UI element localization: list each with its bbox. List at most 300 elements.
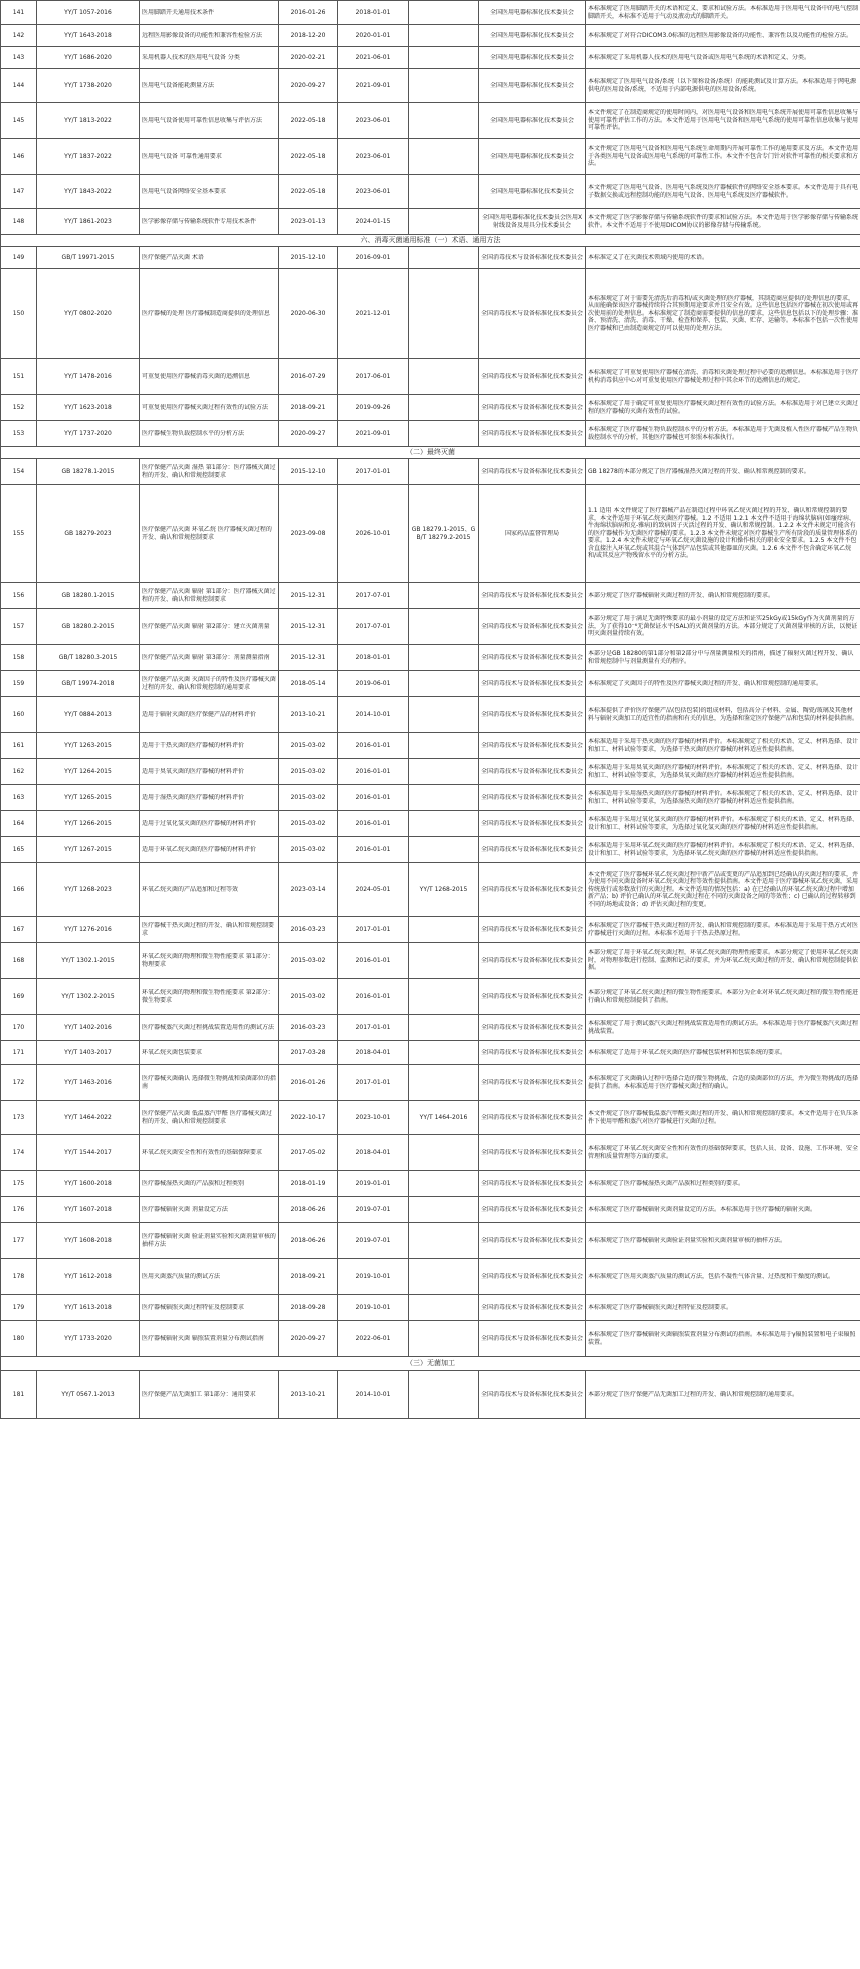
release-date-cell (279, 1101, 338, 1135)
standard-name-cell-text: 医用脚踏开关通用技术条件 (142, 8, 215, 16)
table-row (1, 69, 860, 103)
release-date-cell (279, 175, 338, 209)
committee-cell (479, 1295, 586, 1321)
replaced-standard-cell (409, 103, 479, 139)
replaced-standard-cell (409, 1065, 479, 1101)
scope-cell-text: 本部分是GB 18280的第1部分和第2部分中与剂量测量相关的指南，描述了辐射灭菌过程开发、确认和常规控制中与剂量测量有关的程序。 (588, 650, 854, 665)
committee-cell-text: 全国医用电器标准化技术委员会 (489, 31, 574, 39)
section-header-row (1, 1357, 860, 1371)
scope-cell-text: 本标准规定了医疗器械干热灭菌过程的开发、确认和常规控制的要求。本标准适用于采用干热方式对医疗器械进行灭菌的过程。本标准不适用于干热去热原过程。 (588, 922, 858, 937)
standard-code-cell (37, 645, 140, 671)
standard-name-cell-text: 医疗器械湿热灭菌的产品族和过程类别 (142, 1179, 245, 1187)
row-number-cell-text: 156 (12, 591, 25, 599)
implement-date-cell (338, 209, 409, 235)
scope-cell-text: 本标准适用于采用干热灭菌的医疗器械的材料评价。本标准规定了相关的术语、定义、材料选择、设计和加工、材料试验等要求，为选择干热灭菌的医疗器械的材料适应性提供指南。 (588, 738, 858, 753)
implement-date-cell-text: 2019-09-26 (355, 403, 391, 411)
standard-code-cell-text: GB/T 18280.3-2015 (58, 653, 118, 661)
committee-cell-text: 全国消毒技术与设备标准化技术委员会 (481, 1303, 583, 1311)
standard-name-cell (140, 1041, 279, 1065)
implement-date-cell-text: 2024-01-15 (355, 217, 391, 225)
committee-cell-text: 全国医用电器标准化技术委员会 (489, 187, 574, 195)
scope-cell (586, 459, 860, 485)
implement-date-cell-text: 2022-06-01 (355, 1334, 391, 1342)
replaced-standard-cell (409, 1171, 479, 1197)
table-row (1, 103, 860, 139)
standard-name-cell-text: 适用于干热灭菌的医疗器械的材料评价 (142, 741, 245, 749)
standard-name-cell (140, 1371, 279, 1419)
committee-cell-text: 全国消毒技术与设备标准化技术委员会 (481, 819, 583, 827)
row-number-cell-text: 143 (12, 53, 25, 61)
committee-cell-text: 全国消毒技术与设备标准化技术委员会 (481, 1148, 583, 1156)
implement-date-cell-text: 2016-01-01 (355, 793, 391, 801)
standard-name-cell-text: 医疗器械的处理 医疗器械制造商提供的处理信息 (142, 309, 270, 317)
row-number-cell (1, 1371, 37, 1419)
standard-code-cell (37, 917, 140, 943)
implement-date-cell-text: 2018-04-01 (355, 1148, 391, 1156)
implement-date-cell-text: 2019-10-01 (355, 1303, 391, 1311)
row-number-cell (1, 209, 37, 235)
table-row (1, 1259, 860, 1295)
implement-date-cell (338, 1223, 409, 1259)
replaced-standard-cell (409, 917, 479, 943)
release-date-cell (279, 759, 338, 785)
standard-name-cell (140, 583, 279, 609)
implement-date-cell-text: 2016-01-01 (355, 741, 391, 749)
replaced-standard-cell (409, 1259, 479, 1295)
standard-name-cell (140, 917, 279, 943)
implement-date-cell-text: 2021-06-01 (355, 53, 391, 61)
standard-name-cell (140, 785, 279, 811)
scope-cell (586, 671, 860, 697)
implement-date-cell (338, 583, 409, 609)
standard-code-cell (37, 1321, 140, 1357)
row-number-cell-text: 167 (12, 925, 25, 933)
standard-code-cell-text: GB/T 19971-2015 (61, 253, 115, 261)
standard-code-cell-text: YY/T 1738-2020 (64, 81, 112, 89)
standard-code-cell-text: YY/T 1612-2018 (64, 1272, 112, 1280)
row-number-cell (1, 1135, 37, 1171)
row-number-cell (1, 863, 37, 917)
row-number-cell (1, 139, 37, 175)
standard-code-cell (37, 1223, 140, 1259)
standard-code-cell-text: YY/T 1276-2016 (64, 925, 112, 933)
row-number-cell-text: 175 (12, 1179, 25, 1187)
scope-cell (586, 1197, 860, 1223)
committee-cell-text: 全国消毒技术与设备标准化技术委员会 (481, 741, 583, 749)
implement-date-cell (338, 247, 409, 269)
replaced-standard-cell (409, 1101, 479, 1135)
row-number-cell (1, 671, 37, 697)
standard-name-cell-text: 适用于湿热灭菌的医疗器械的材料评价 (142, 793, 245, 801)
standard-code-cell-text: YY/T 0884-2013 (64, 710, 112, 718)
scope-cell (586, 759, 860, 785)
table-row (1, 1295, 860, 1321)
standard-code-cell (37, 459, 140, 485)
release-date-cell (279, 269, 338, 359)
row-number-cell (1, 1065, 37, 1101)
row-number-cell-text: 164 (12, 819, 25, 827)
row-number-cell-text: 169 (12, 992, 25, 1000)
table-row (1, 485, 860, 583)
implement-date-cell-text: 2016-01-01 (355, 767, 391, 775)
scope-cell (586, 1015, 860, 1041)
row-number-cell (1, 459, 37, 485)
standard-code-cell (37, 1171, 140, 1197)
release-date-cell (279, 837, 338, 863)
row-number-cell-text: 145 (12, 116, 25, 124)
standard-name-cell (140, 359, 279, 395)
implement-date-cell (338, 785, 409, 811)
committee-cell-text: 全国医用电器标准化技术委员会 (489, 53, 574, 61)
table-row (1, 175, 860, 209)
standard-code-cell-text: GB 18280.1-2015 (61, 591, 115, 599)
row-number-cell (1, 811, 37, 837)
committee-cell (479, 395, 586, 421)
implement-date-cell (338, 1295, 409, 1321)
scope-cell-text: 本标准规定了用于测试蒸汽灭菌过程挑战装置适用性的测试方法。本标准适用于医疗器械蒸汽灭菌过程挑战装置。 (588, 1020, 858, 1035)
standard-name-cell (140, 1, 279, 25)
standard-code-cell (37, 1, 140, 25)
committee-cell (479, 759, 586, 785)
release-date-cell (279, 421, 338, 447)
implement-date-cell-text: 2017-01-01 (355, 467, 391, 475)
replaced-standard-cell (409, 1041, 479, 1065)
release-date-cell (279, 1065, 338, 1101)
row-number-cell-text: 161 (12, 741, 25, 749)
committee-cell-text: 全国消毒技术与设备标准化技术委员会 (481, 1205, 583, 1213)
standard-code-cell-text: YY/T 1837-2022 (64, 152, 112, 160)
scope-cell (586, 25, 860, 47)
replaced-standard-cell (409, 459, 479, 485)
release-date-cell (279, 139, 338, 175)
table-row (1, 609, 860, 645)
table-row (1, 1, 860, 25)
replaced-standard-cell (409, 395, 479, 421)
standard-code-cell (37, 671, 140, 697)
row-number-cell-text: 159 (12, 679, 25, 687)
standard-name-cell (140, 1015, 279, 1041)
standard-name-cell-text: 医疗器械干热灭菌过程的开发、确认和常规控制要求 (142, 922, 275, 937)
scope-cell (586, 485, 860, 583)
row-number-cell-text: 144 (12, 81, 25, 89)
scope-cell (586, 837, 860, 863)
implement-date-cell (338, 25, 409, 47)
standard-name-cell (140, 671, 279, 697)
scope-cell (586, 395, 860, 421)
row-number-cell-text: 170 (12, 1023, 25, 1031)
implement-date-cell (338, 943, 409, 979)
scope-cell (586, 917, 860, 943)
standard-code-cell-text: YY/T 1623-2018 (64, 403, 112, 411)
committee-cell-text: 全国消毒技术与设备标准化技术委员会 (481, 309, 583, 317)
committee-cell-text: 全国消毒技术与设备标准化技术委员会 (481, 1179, 583, 1187)
table-row (1, 421, 860, 447)
release-date-cell-text: 2015-12-31 (290, 591, 326, 599)
committee-cell-text: 全国消毒技术与设备标准化技术委员会 (481, 372, 583, 380)
committee-cell-text: 全国医用电器标准化技术委员会 (489, 116, 574, 124)
scope-cell (586, 1041, 860, 1065)
implement-date-cell (338, 459, 409, 485)
standard-name-cell (140, 139, 279, 175)
committee-cell-text: 全国消毒技术与设备标准化技术委员会 (481, 679, 583, 687)
implement-date-cell (338, 979, 409, 1015)
implement-date-cell (338, 1135, 409, 1171)
implement-date-cell-text: 2018-01-01 (355, 653, 391, 661)
release-date-cell-text: 2016-03-23 (290, 1023, 326, 1031)
release-date-cell-text: 2020-09-27 (290, 1334, 326, 1342)
release-date-cell-text: 2016-01-26 (290, 8, 326, 16)
standard-name-cell-text: 适用于臭氧灭菌的医疗器械的材料评价 (142, 767, 245, 775)
standard-code-cell-text: YY/T 1263-2015 (64, 741, 112, 749)
scope-cell-text: 本文件规定了医用电气设备、医用电气系统及医疗器械软件的网络安全基本要求。本文件适用于具有电子数据交换或远程控制功能的医用电气设备、医用电气系统及医疗器械软件。 (588, 184, 858, 199)
release-date-cell-text: 2015-03-02 (290, 992, 326, 1000)
standard-name-cell (140, 1223, 279, 1259)
row-number-cell (1, 247, 37, 269)
implement-date-cell-text: 2018-01-01 (355, 8, 391, 16)
standard-code-cell (37, 583, 140, 609)
row-number-cell-text: 180 (12, 1334, 25, 1342)
release-date-cell (279, 69, 338, 103)
committee-cell-text: 全国医用电器标准化技术委员会医用X射线设备及用具分技术委员会 (481, 214, 583, 229)
standard-name-cell-text: 医学影像存储与传输系统软件专用技术条件 (142, 217, 257, 225)
standard-name-cell-text: 医疗保健产品灭菌 术语 (142, 253, 204, 261)
release-date-cell-text: 2017-05-02 (290, 1148, 326, 1156)
release-date-cell-text: 2013-10-21 (290, 710, 326, 718)
implement-date-cell (338, 1041, 409, 1065)
row-number-cell (1, 697, 37, 733)
committee-cell (479, 863, 586, 917)
implement-date-cell (338, 1197, 409, 1223)
row-number-cell-text: 153 (12, 429, 25, 437)
row-number-cell (1, 47, 37, 69)
standard-name-cell (140, 943, 279, 979)
release-date-cell-text: 2022-10-17 (290, 1113, 326, 1121)
row-number-cell (1, 979, 37, 1015)
scope-cell (586, 1, 860, 25)
implement-date-cell (338, 139, 409, 175)
scope-cell (586, 583, 860, 609)
standard-name-cell (140, 209, 279, 235)
standard-code-cell (37, 209, 140, 235)
implement-date-cell (338, 1321, 409, 1357)
table-row (1, 863, 860, 917)
committee-cell (479, 421, 586, 447)
standard-name-cell-text: 医疗保健产品灭菌 灭菌因子的特性及医疗器械灭菌过程的开发、确认和常规控制的通用要求 (142, 676, 276, 691)
implement-date-cell-text: 2017-01-01 (355, 1078, 391, 1086)
standard-code-cell (37, 979, 140, 1015)
standard-name-cell-text: 医疗器械生物负载控制水平的分析方法 (142, 429, 245, 437)
standard-code-cell (37, 47, 140, 69)
standard-code-cell (37, 421, 140, 447)
row-number-cell-text: 148 (12, 217, 25, 225)
standard-code-cell (37, 69, 140, 103)
implement-date-cell-text: 2026-10-01 (355, 529, 391, 537)
release-date-cell-text: 2022-05-18 (290, 152, 326, 160)
standard-code-cell (37, 1259, 140, 1295)
table-row (1, 395, 860, 421)
committee-cell (479, 485, 586, 583)
committee-cell-text: 全国消毒技术与设备标准化技术委员会 (481, 403, 583, 411)
committee-cell-text: 全国消毒技术与设备标准化技术委员会 (481, 1113, 583, 1121)
row-number-cell (1, 1259, 37, 1295)
standard-code-cell-text: YY/T 1733-2020 (64, 1334, 112, 1342)
committee-cell-text: 全国消毒技术与设备标准化技术委员会 (481, 622, 583, 630)
committee-cell (479, 1, 586, 25)
standard-code-cell-text: YY/T 1608-2018 (64, 1236, 112, 1244)
implement-date-cell-text: 2023-06-01 (355, 116, 391, 124)
implement-date-cell (338, 837, 409, 863)
release-date-cell-text: 2018-09-21 (290, 403, 326, 411)
release-date-cell (279, 917, 338, 943)
replaced-standard-cell (409, 1197, 479, 1223)
standard-name-cell-text: 适用于环氧乙烷灭菌的医疗器械的材料评价 (142, 845, 257, 853)
scope-cell-text: 1.1 适用 本文件规定了医疗器械产品在制造过程中环氧乙烷灭菌过程的开发、确认和常规控制的要求，本文件适用于环氧乙烷灭菌医疗器械。1.2 不适用 1.2.1 本文件不适用于海绵状脑病(如瘙痒病、牛海绵状脑病和克-雅病)的致病因子灭活过程的开发、确认和常规控制。1.2.2 本文件未规定可能含有的医疗器械作为无菌医疗器械的要求。1.2.3 本文件未规定对医疗器械生产所有阶段的质量管理体系的要求。1.2.4 本文件未规定与环氧乙烷灭菌设施的设计和操作相关的职业安全要求。1.2.5 本文件不包含直接注入环氧乙烷或其混合气体到产品包装或其他器皿的灭菌。1.2.6 本文件不包含确定环氧乙烷和/或其反应产物残留水平的分析方法。 (588, 507, 858, 560)
section-title: （二）最终灭菌 (1, 447, 860, 459)
scope-cell-text: 本标准适用于采用过氧化氢灭菌的医疗器械的材料评价。本标准规定了相关的术语、定义、材料选择、设计和加工、材料试验等要求，为选择过氧化氢灭菌的医疗器械的材料适应性提供指南。 (588, 816, 858, 831)
scope-cell-text: GB 18278的本部分规定了医疗器械湿热灭菌过程的开发、确认和常规控制的要求。 (588, 467, 810, 475)
committee-cell (479, 1135, 586, 1171)
committee-cell (479, 175, 586, 209)
table-row (1, 209, 860, 235)
release-date-cell (279, 1223, 338, 1259)
standard-code-cell (37, 863, 140, 917)
replaced-standard-cell (409, 421, 479, 447)
row-number-cell-text: 158 (12, 653, 25, 661)
committee-cell (479, 139, 586, 175)
implement-date-cell-text: 2017-06-01 (355, 372, 391, 380)
table-row (1, 917, 860, 943)
row-number-cell-text: 152 (12, 403, 25, 411)
release-date-cell (279, 671, 338, 697)
table-row (1, 1197, 860, 1223)
row-number-cell-text: 149 (12, 253, 25, 261)
standard-code-cell-text: YY/T 1613-2018 (64, 1303, 112, 1311)
standard-code-cell (37, 1065, 140, 1101)
standard-code-cell (37, 1041, 140, 1065)
committee-cell (479, 269, 586, 359)
replaced-standard-cell (409, 269, 479, 359)
scope-cell-text: 本部分规定了用于满足无菌特殊要求的最小剂量的设定方法和证实25kGy或15kGy作为灭菌剂量的方法，为了获得10⁻⁶无菌保证水平(SAL)的灭菌剂量的方法。本部分规定了灭菌剂量审核的方法，以便证明灭菌剂量持续有效。 (588, 615, 858, 638)
committee-cell (479, 917, 586, 943)
scope-cell-text: 本标准适用于采用臭氧灭菌的医疗器械的材料评价。本标准规定了相关的术语、定义、材料选择、设计和加工、材料试验等要求，为选择臭氧灭菌的医疗器械的材料适应性提供指南。 (588, 764, 858, 779)
row-number-cell-text: 178 (12, 1272, 25, 1280)
scope-cell (586, 645, 860, 671)
scope-cell (586, 811, 860, 837)
row-number-cell-text: 176 (12, 1205, 25, 1213)
standard-code-cell (37, 1135, 140, 1171)
standard-name-cell (140, 485, 279, 583)
standard-name-cell-text: 环氧乙烷灭菌的物理和微生物性能要求 第2部分：微生物要求 (142, 989, 274, 1004)
standard-name-cell-text: 医疗保健产品灭菌 湿热 第1部分：医疗器械灭菌过程的开发、确认和常规控制要求 (142, 464, 276, 479)
implement-date-cell (338, 1259, 409, 1295)
implement-date-cell-text: 2017-07-01 (355, 622, 391, 630)
committee-cell (479, 359, 586, 395)
committee-cell (479, 671, 586, 697)
release-date-cell (279, 1321, 338, 1357)
standard-name-cell-text: 医疗保健产品灭菌 辐射 第2部分：建立灭菌剂量 (142, 622, 270, 630)
release-date-cell (279, 247, 338, 269)
standard-name-cell-text: 医用电气设备网络安全基本要求 (142, 187, 227, 195)
release-date-cell (279, 47, 338, 69)
standard-name-cell (140, 25, 279, 47)
standard-name-cell-text: 医疗保健产品灭菌 辐射 第3部分：剂量测量指南 (142, 653, 270, 661)
implement-date-cell-text: 2018-04-01 (355, 1048, 391, 1056)
replaced-standard-cell (409, 943, 479, 979)
implement-date-cell-text: 2014-10-01 (355, 1390, 391, 1398)
row-number-cell (1, 785, 37, 811)
row-number-cell (1, 103, 37, 139)
release-date-cell-text: 2016-03-23 (290, 925, 326, 933)
table-row (1, 645, 860, 671)
standard-name-cell-text: 环氧乙烷灭菌的物理和微生物性能要求 第1部分：物理要求 (142, 953, 274, 968)
implement-date-cell-text: 2017-07-01 (355, 591, 391, 599)
standard-code-cell (37, 139, 140, 175)
standard-code-cell-text: GB 18278.1-2015 (61, 467, 115, 475)
standard-name-cell (140, 609, 279, 645)
committee-cell-text: 全国消毒技术与设备标准化技术委员会 (481, 429, 583, 437)
scope-cell-text: 本文件规定了医疗器械环氧乙烷灭菌过程中新产品或变更的产品追加到已经确认的灭菌过程的要求，并为使用不同灭菌设备时环氧乙烷灭菌过程等效性提供指南。本文件适用于医疗器械环氧乙烷灭菌，采用传统放行或参数放行的灭菌过程。本文件适用的情况包括：a) 在已经确认的环氧乙烷灭菌过程中增加新产品；b) 评价已确认的环氧乙烷灭菌过程在不同的灭菌设备之间的等效性；c) 已确认的过程转移到不同的场地或设备；d) 评估灭菌过程的变更。 (588, 870, 858, 908)
table-row (1, 1371, 860, 1419)
scope-cell (586, 1171, 860, 1197)
implement-date-cell-text: 2019-06-01 (355, 679, 391, 687)
standard-name-cell-text: 可重复使用医疗器械消毒灭菌的追溯信息 (142, 372, 251, 380)
implement-date-cell (338, 645, 409, 671)
row-number-cell (1, 69, 37, 103)
replaced-standard-cell (409, 1223, 479, 1259)
table-row (1, 1223, 860, 1259)
replaced-standard-cell (409, 645, 479, 671)
standard-name-cell-text: 医疗保健产品灭菌 环氧乙烷 医疗器械灭菌过程的开发、确认和常规控制要求 (142, 526, 272, 541)
scope-cell-text: 本标准规定了医疗器械生物负载控制水平的分析方法。本标准适用于无菌及植入性医疗器械产品生物负载控制水平的分析，其他医疗器械也可参照本标准执行。 (588, 426, 858, 441)
implement-date-cell (338, 175, 409, 209)
implement-date-cell-text: 2023-06-01 (355, 152, 391, 160)
scope-cell-text: 本部分规定了医疗保健产品无菌加工过程的开发、确认和常规控制的通用要求。 (588, 1390, 799, 1398)
committee-cell (479, 69, 586, 103)
replaced-standard-cell (409, 759, 479, 785)
release-date-cell (279, 1, 338, 25)
implement-date-cell (338, 733, 409, 759)
committee-cell (479, 785, 586, 811)
release-date-cell (279, 1259, 338, 1295)
row-number-cell (1, 759, 37, 785)
row-number-cell-text: 142 (12, 31, 25, 39)
release-date-cell (279, 1171, 338, 1197)
standard-name-cell-text: 可重复使用医疗器械灭菌过程有效性的试验方法 (142, 403, 269, 411)
row-number-cell (1, 1197, 37, 1223)
committee-cell-text: 全国消毒技术与设备标准化技术委员会 (481, 956, 583, 964)
committee-cell-text: 全国消毒技术与设备标准化技术委员会 (481, 767, 583, 775)
release-date-cell-text: 2018-06-26 (290, 1205, 326, 1213)
committee-cell (479, 209, 586, 235)
scope-cell-text: 本部分规定了环氧乙烷灭菌过程的微生物性能要求。本部分为企业对环氧乙烷灭菌过程的微生物性能进行确认和常规控制提供了指南。 (588, 989, 858, 1004)
scope-cell (586, 1223, 860, 1259)
implement-date-cell-text: 2020-01-01 (355, 31, 391, 39)
table-row (1, 671, 860, 697)
standard-code-cell-text: YY/T 0567.1-2013 (61, 1390, 115, 1398)
release-date-cell (279, 943, 338, 979)
table-row (1, 1041, 860, 1065)
standard-code-cell (37, 785, 140, 811)
standard-name-cell (140, 1065, 279, 1101)
implement-date-cell (338, 1065, 409, 1101)
standard-code-cell-text: GB 18279-2023 (64, 529, 112, 537)
replaced-standard-cell-text: YY/T 1464-2016 (419, 1113, 468, 1121)
implement-date-cell (338, 421, 409, 447)
implement-date-cell (338, 863, 409, 917)
replaced-standard-cell (409, 863, 479, 917)
release-date-cell-text: 2015-12-31 (290, 622, 326, 630)
standard-name-cell-text: 医用电气设备能耗测量方法 (142, 81, 215, 89)
